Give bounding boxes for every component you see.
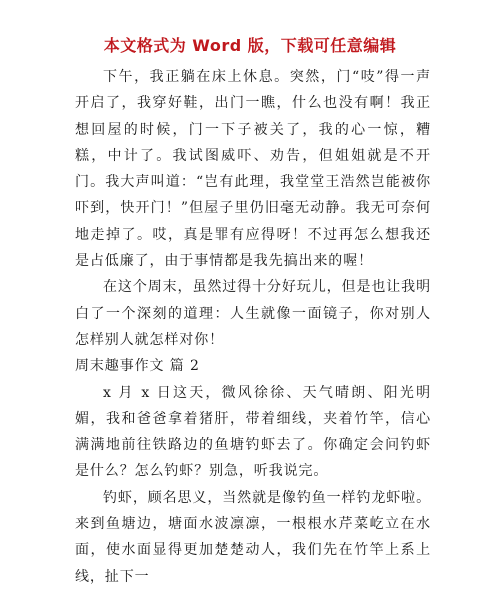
paragraph: 在这个周末，虽然过得十分好玩儿，但是也让我明白了一个深刻的道理：人生就像一面镜子，你对别人怎样别人就怎样对你！ (75, 279, 431, 348)
section-heading: 周末趣事作文 篇 2 (75, 358, 200, 375)
paragraph: 钓虾，顾名思义，当然就是像钓鱼一样钓龙虾啦。来到鱼塘边，塘面水波凛凛，一根根水芹菜屹立在水面，使水面显得更加楚楚动人，我们先在竹竿上系上线，扯下一 (75, 489, 431, 585)
paragraph: x 月 x 日这天，微风徐徐、天气晴朗、阳光明媚，我和爸爸拿着猪肝，带着细线，夹着竹竿，信心满满地前往铁路边的鱼塘钓虾去了。你确定会问钓虾是什么？怎么钓虾？别急，听我说完。 (75, 384, 431, 480)
document-banner: 本文格式为 Word 版，下载可任意编辑 (103, 36, 397, 55)
paragraph: 下午，我正躺在床上休息。突然，门“吱”得一声开启了，我穿好鞋，出门一瞧，什么也没有啊！我正想回屋的时候，门一下子被关了，我的心一惊，糟糕，中计了。我试图威吓、劝告，但姐姐就是不开门。我大声叫道：“岂有此理，我堂堂王浩然岂能被你吓到，快开门！”但屋子里仍旧毫无动静。我无可奈何地走掉了。哎，真是罪有应得呀！不过再怎么想我还是占低廉了，由于事情都是我先搞出来的喔！ (75, 69, 431, 270)
document-body (75, 64, 431, 590)
